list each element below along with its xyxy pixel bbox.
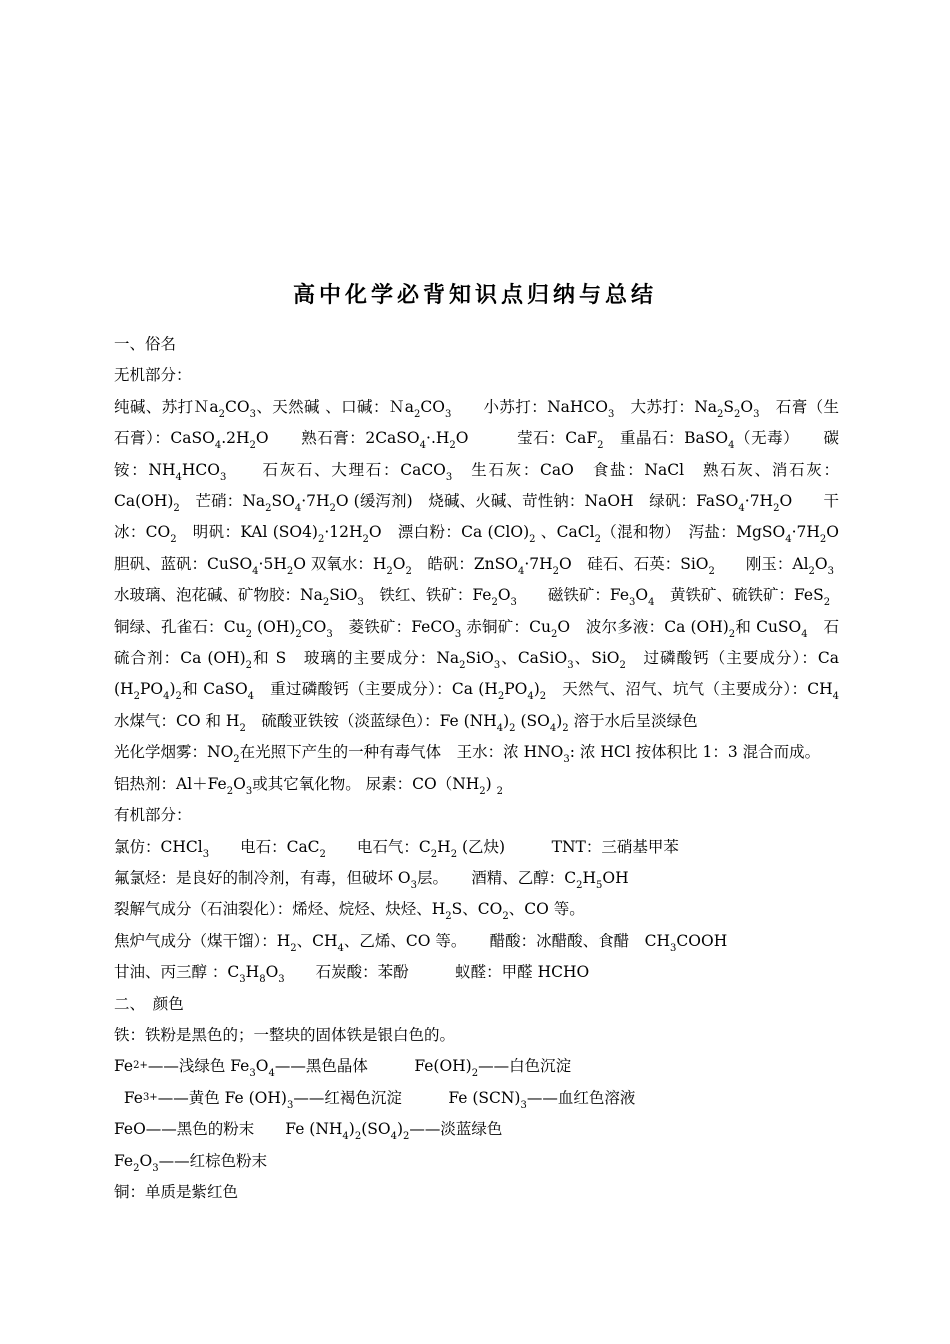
organic-line: 甘油、丙三醇 ：$C_3H_8O_3$ 石炭酸：苯酚 蚁醛：甲醛 HCHO xyxy=(114,963,590,986)
subheading-inorganic: 无机部分： xyxy=(114,366,192,385)
inorganic-names-paragraph: 纯碱、苏打$Na_2CO_3$、天然碱 、口碱：$Na_2CO_3$ 小苏打：NaHCO$_3$ 大苏打：$Na_2S_2O_3$ 石膏（生石膏）：$CaSO_4.2H_2O$ 熟石膏：$2CaSO_4\cdot.H_2O$ 莹石：CaF$_2$ 重晶石：BaSO$_4$（无毒） 碳铵：$NH_4HCO_3$ 石灰石、大理石：CaCO$_3$ 生石灰：CaO 食盐：NaCl 熟石灰、消石灰：$Ca(OH)_2$ 芒硝：$Na_2SO_4\cdot 7H_2O$ (缓泻剂) 烧碱、火碱、苛性钠：NaOH 绿矾：$FaSO_4\cdot 7H_2O$ 干冰：$CO_2$ 明矾：KAl $(SO4)_2\cdot 12H_2O$ 漂白粉：Ca $(ClO)_2$ 、CaCl$_2$（混和物） 泻盐：$MgSO_4\cdot 7H_2O$ 胆矾、蓝矾：$CuSO_4\cdot 5H_2O$ 双氧水：$H_2O_2$ 皓矾：$ZnSO_4\cdot 7H_2O$ 硅石、石英：SiO$_2$ 刚玉：$Al_2O_3$ 水玻璃、泡花碱、矿物胶：$Na_2SiO_3$ 铁红、铁矿：$Fe_2O_3$ 磁铁矿：$Fe_3O_4$ 黄铁矿、硫铁矿：FeS$_2$ 铜绿、孔雀石：$Cu_2$ $(OH)_2CO_3$ 菱铁矿：FeCO$_3$ 赤铜矿：$Cu_2O$ 波尔多液：Ca $(OH)_2$和 CuSO$_4$ 石硫合剂：Ca $(OH)_2$和 S 玻璃的主要成分：$Na_2SiO_3$、CaSiO$_3$、SiO$_2$ 过磷酸钙（主要成分）：Ca $(H_2PO_4)_2$和 CaSO$_4$ 重过磷酸钙（主要成分）：Ca $(H_2PO_4)_2$ 天然气、沼气、坑气（主要成分）：$CH_4$ 水煤气：CO 和 $H_2$ 硫酸亚铁铵（淡蓝绿色）：Fe $(NH_4)_2$ $(SO_4)_2$ 溶于水后呈淡绿色 xyxy=(114,397,871,734)
color-line: $Fe^{2+}——$浅绿色 $Fe_3O_4——$黑色晶体 $Fe(OH)_2——$白色沉淀 xyxy=(114,1057,572,1080)
section-heading-colors: 二、 颜色 xyxy=(114,994,184,1013)
color-line: FeO——黑色的粉末 Fe $(NH_4)_2(SO_4)_2——$淡蓝绿色 xyxy=(114,1120,503,1143)
organic-line: 裂解气成分（石油裂化）：烯烃、烷烃、炔烃、$H_2S$、$CO_2$、CO 等。 xyxy=(114,900,585,923)
photochemical-smog-line: 光化学烟雾：$NO_2$在光照下产生的一种有毒气体 王水：浓 $HNO_3$: 浓 HCl 按体积比 1：3 混合而成。 xyxy=(114,743,821,766)
color-line: $Fe^{3+}——$黄色 Fe $(OH)_3——$红褐色沉淀 Fe $(SCN)_3——$血红色溶液 xyxy=(114,1088,636,1111)
thermite-line: 铝热剂：$Al+Fe_2O_3$或其它氧化物。 尿素：$CO(NH_2)$ $_2$ xyxy=(114,774,504,797)
color-line: 铁：铁粉是黑色的；一整块的固体铁是银白色的。 xyxy=(114,1025,456,1044)
color-line: 铜：单质是紫红色 xyxy=(114,1182,239,1201)
color-line: $Fe_2O_3——$红棕色粉末 xyxy=(114,1151,268,1174)
organic-line: 焦炉气成分（煤干馏）：$H_2$、$CH_4$、乙烯、CO 等。 醋酸：冰醋酸、食醋 $CH_3COOH$ xyxy=(114,931,728,954)
document-body xyxy=(114,329,871,1208)
section-heading-common-names: 一、俗名 xyxy=(114,335,177,353)
organic-line: 氟氯烃：是良好的制冷剂，有毒，但破坏 $O_3$层。 酒精、乙醇：$C_2H_5OH$ xyxy=(114,868,629,891)
subheading-organic: 有机部分： xyxy=(114,806,192,825)
organic-line: 氯仿：CHCl$_3$ 电石：CaC$_2$ 电石气：$C_2H_2$ (乙炔) TNT：三硝基甲苯 xyxy=(114,837,679,860)
page-title: 高中化学必背知识点归纳与总结 xyxy=(292,283,657,308)
